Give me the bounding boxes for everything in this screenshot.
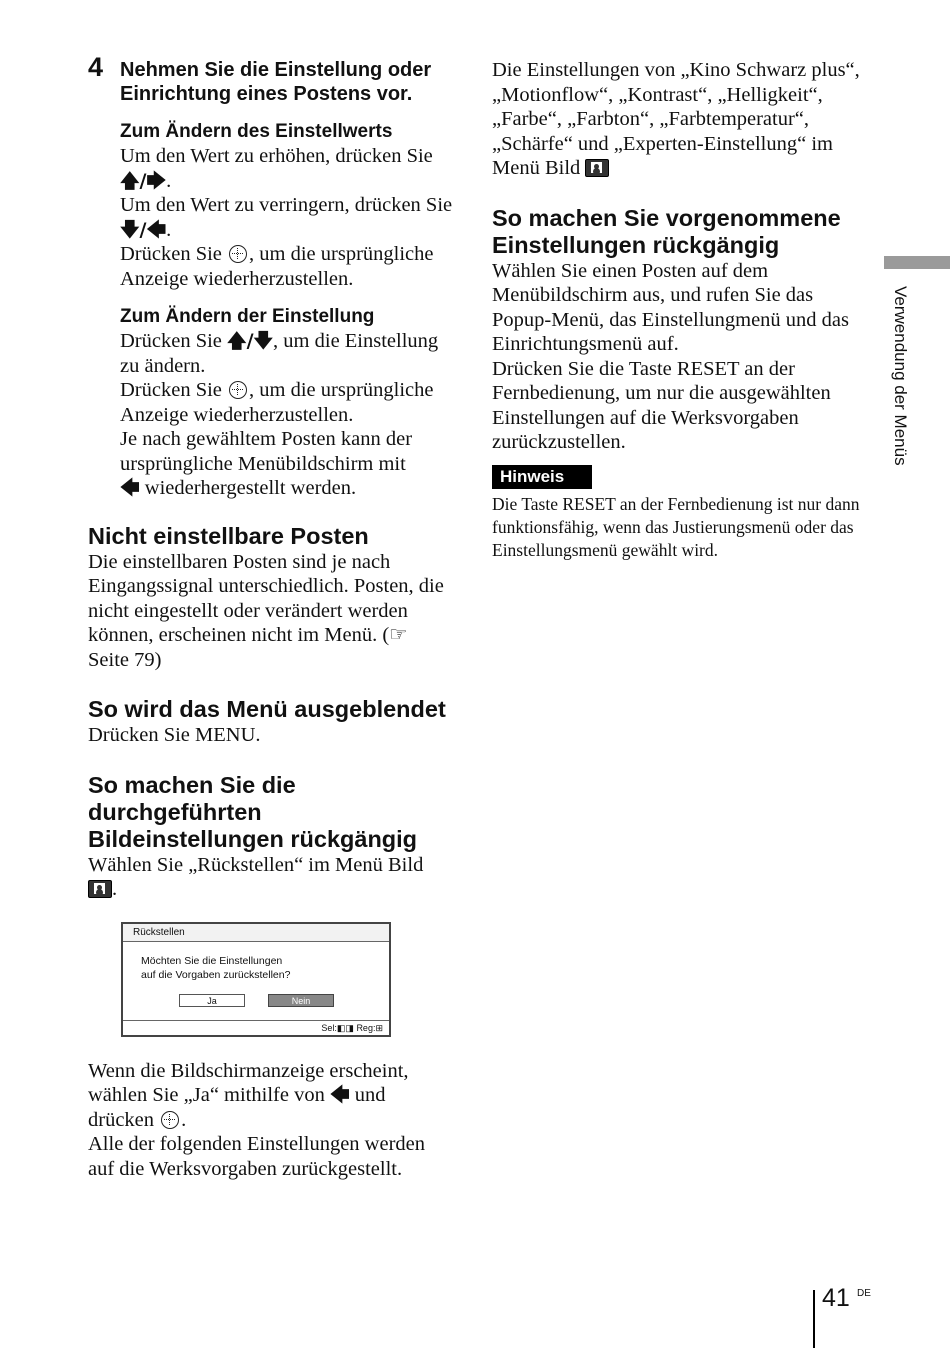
reference-hand-icon: ☞ xyxy=(389,624,408,646)
section-menu-hide xyxy=(88,696,453,748)
section-bild-reset xyxy=(88,772,453,1182)
paragraph-undo-2: Drücken Sie die Taste RESET an der Fernbedienung, um nur die ausgewählten Einstellungen auf die Werksvorgaben zurückzustellen. xyxy=(492,357,831,453)
enter-button-icon xyxy=(229,381,247,399)
dialog-message: Möchten Sie die Einstellungen auf die Vorgaben zurückstellen? xyxy=(141,954,291,981)
dialog-title: Rückstellen xyxy=(123,924,389,942)
heading-menu-hide: So wird das Menü ausgeblendet xyxy=(88,696,446,722)
arrow-up-down-icon: 🡅/🡇 xyxy=(227,330,274,352)
picture-menu-icon xyxy=(88,880,112,898)
paragraph-settings-list: Die Einstellungen von „Kino Schwarz plus“, „Motionflow“, „Kontrast“, „Helligkeit“, „Farbe“, „Farbton“, „Farbtemperatur“, „Schärfe“ und „Experten-Einstellung“ im Menü Bild xyxy=(492,59,860,179)
step-number: 4 xyxy=(88,52,104,82)
section-undo-settings xyxy=(492,205,862,562)
side-tab-label: Verwendung der Menüs xyxy=(891,286,910,466)
arrow-left-icon: 🡄 xyxy=(329,1084,350,1106)
subheading-change-setting: Zum Ändern der Einstellung xyxy=(120,306,375,327)
reset-dialog xyxy=(121,922,391,1037)
dialog-no-button[interactable]: Nein xyxy=(268,994,334,1007)
dialog-footer: Sel:◧◨ Reg:⊞ xyxy=(123,1020,389,1035)
paragraph-all-reset: Alle der folgenden Einstellungen werden auf die Werksvorgaben zurückgestellt. xyxy=(88,1133,425,1180)
paragraph-restore-1: Drücken Sie , um die ursprüngliche Anzeige wiederherzustellen. xyxy=(120,243,434,290)
section-nicht-einstellbar xyxy=(88,523,453,673)
arrow-down-left-icon: 🡇/🡄 xyxy=(120,218,167,241)
side-tab xyxy=(875,286,915,506)
step-title: Nehmen Sie die Einstellung oder Einrichtung eines Postens vor. xyxy=(120,59,432,105)
enter-button-icon xyxy=(229,245,247,263)
paragraph-increase: Um den Wert zu erhöhen, drücken Sie 🡅/🡆. xyxy=(120,145,433,192)
paragraph-select-ja: Wenn die Bildschirmanzeige erscheint, wählen Sie „Ja“ mithilfe von 🡄 und drücken . xyxy=(88,1059,409,1131)
side-tab-marker xyxy=(884,256,950,269)
paragraph-menu-hide: Drücken Sie MENU. xyxy=(88,724,261,746)
arrow-left-icon: 🡄 xyxy=(120,477,140,499)
page-number-rule xyxy=(813,1290,815,1348)
step-4 xyxy=(88,52,453,501)
right-column xyxy=(492,58,862,562)
note-badge: Hinweis xyxy=(492,465,592,489)
dialog-yes-button[interactable]: Ja xyxy=(179,994,245,1007)
paragraph-menu-return: Je nach gewähltem Posten kann der ursprüngliche Menübildschirm mit 🡄 wiederhergestellt werden. xyxy=(120,428,413,499)
paragraph-undo-1: Wählen Sie einen Posten auf dem Menübildschirm aus, und rufen Sie das Popup-Menü, das Einstellungmenü und das Einrichtungsmenü auf. xyxy=(492,259,850,355)
arrow-up-right-icon: 🡅/🡆 xyxy=(120,169,167,192)
paragraph-change-setting: Drücken Sie 🡅/🡇, um die Einstellung zu ändern. xyxy=(120,330,439,377)
heading-undo-settings: So machen Sie vorgenommene Einstellungen rückgängig xyxy=(492,204,841,258)
left-column xyxy=(88,52,453,1181)
picture-menu-icon xyxy=(585,159,609,177)
paragraph-decrease: Um den Wert zu verringern, drücken Sie 🡇/🡄. xyxy=(120,194,453,241)
subheading-change-value: Zum Ändern des Einstellwerts xyxy=(120,121,393,142)
heading-bild-reset: So machen Sie die durchgeführten Bildeinstellungen rückgängig xyxy=(88,771,418,852)
enter-button-icon xyxy=(161,1111,179,1129)
note-text: Die Taste RESET an der Fernbedienung ist nur dann funktionsfähig, wenn das Justierungsmenü oder das Einstellungsmenü gewählt wird. xyxy=(492,493,860,560)
paragraph-nicht-einstellbar: Die einstellbaren Posten sind je nach Eingangssignal unterschiedlich. Posten, die nicht eingestellt oder verändert werden können, erscheinen nicht im Menü. (☞ Seite 79) xyxy=(88,550,444,671)
page-language: DE xyxy=(857,1288,871,1299)
paragraph-restore-2: Drücken Sie , um die ursprüngliche Anzeige wiederherzustellen. xyxy=(120,379,434,426)
paragraph-bild-reset: Wählen Sie „Rückstellen“ im Menü Bild . xyxy=(88,853,424,900)
page-number: 41 xyxy=(822,1284,850,1312)
heading-nicht-einstellbar: Nicht einstellbare Posten xyxy=(88,522,369,549)
